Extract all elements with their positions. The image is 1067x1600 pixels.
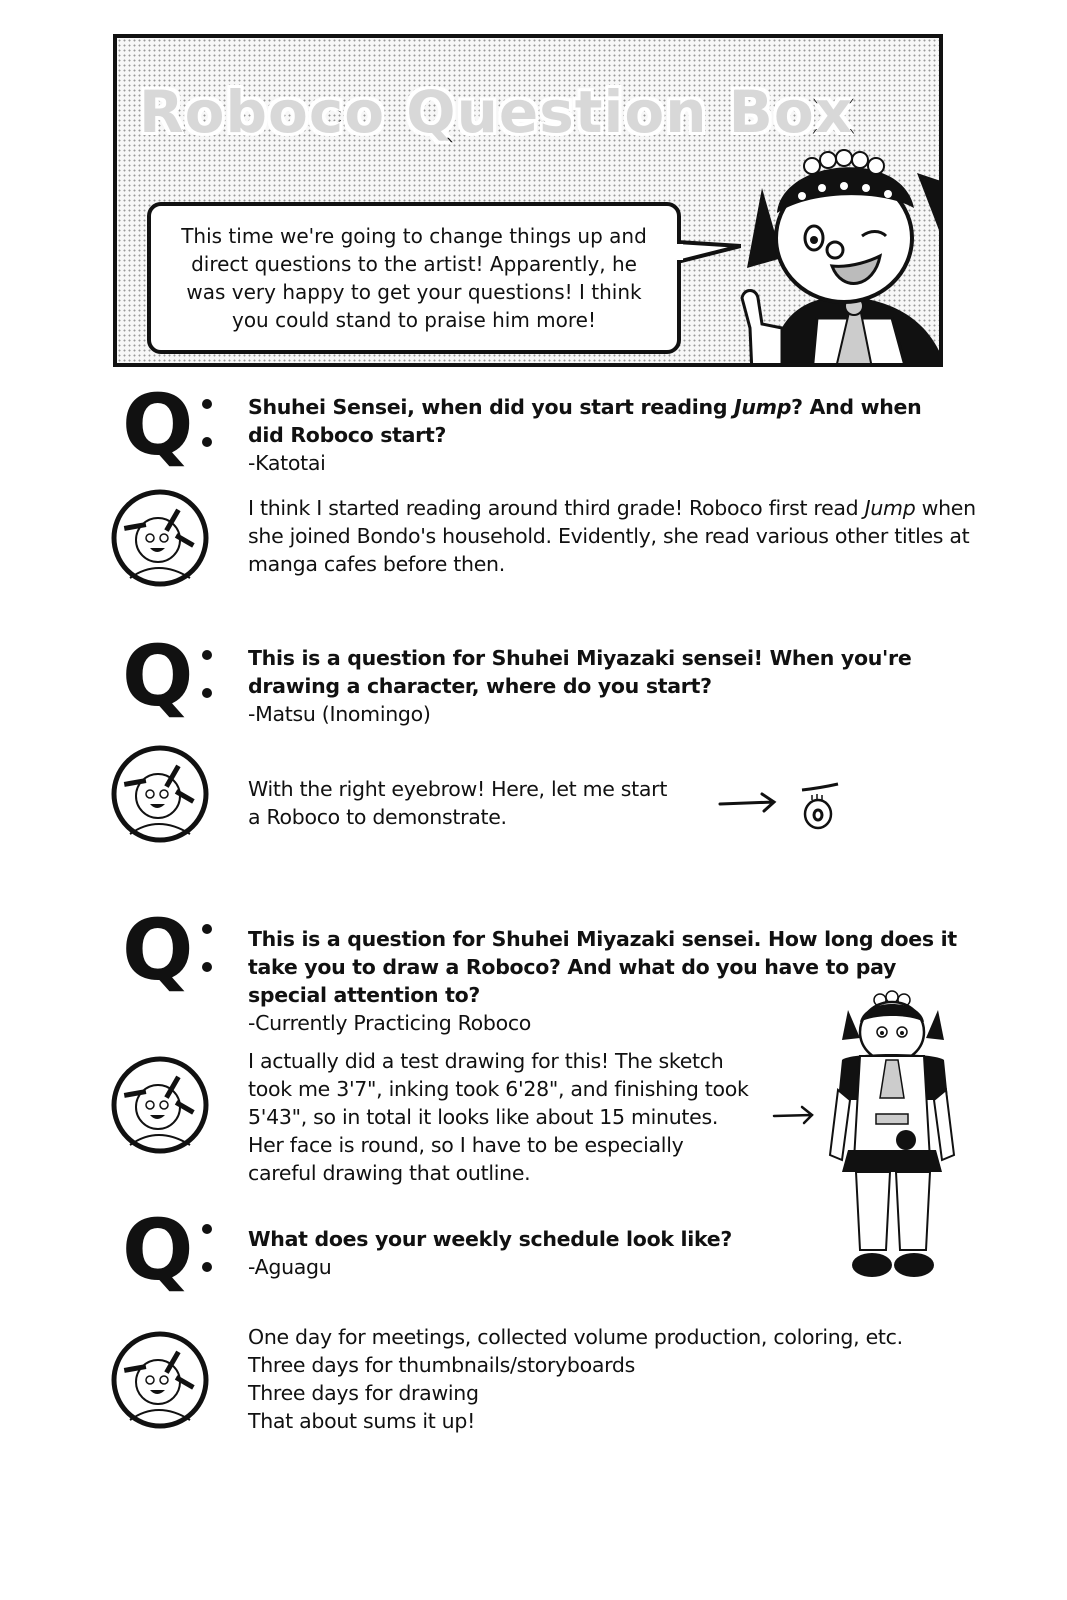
colon-dot-icon — [202, 399, 212, 409]
answer-1 — [248, 494, 988, 578]
eyebrow-eye-sketch-icon — [798, 782, 842, 832]
answer-4 — [248, 1323, 988, 1435]
question-author: -Aguagu — [248, 1255, 332, 1279]
answer-line: I actually did a test drawing for this! The sketch — [248, 1049, 724, 1073]
question-text: Shuhei Sensei, when did you start reading — [248, 395, 735, 419]
question-4 — [248, 1225, 808, 1281]
question-text: ? And when did Roboco start? — [248, 395, 922, 447]
question-letter: Q — [122, 627, 194, 725]
question-letter: Q — [122, 1201, 194, 1299]
colon-dot-icon — [202, 1224, 212, 1234]
question-author: -Currently Practicing Roboco — [248, 1011, 532, 1035]
artist-avatar-icon — [110, 744, 210, 844]
speech-bubble — [147, 202, 681, 354]
question-text: What does your weekly schedule look like? — [248, 1227, 732, 1251]
colon-dot-icon — [202, 924, 212, 934]
question-text: This is a question for Shuhei Miyazaki sensei. How long does it take you to draw a Roboco? And what do you have to pay special attention to? — [248, 927, 957, 1007]
colon-dot-icon — [202, 1262, 212, 1272]
question-letter: Q — [122, 901, 194, 999]
artist-avatar-icon — [110, 488, 210, 588]
question-icon — [122, 1201, 212, 1300]
question-italic-title: Jump — [734, 395, 792, 419]
answer-line: careful drawing that outline. — [248, 1161, 531, 1185]
colon-dot-icon — [202, 437, 212, 447]
answer-line: With the right eyebrow! Here, let me start — [248, 777, 668, 801]
answer-line: Three days for drawing — [248, 1381, 479, 1405]
answer-text: when she joined Bondo's household. Evidently, she read various other titles at manga cafes before then. — [248, 496, 976, 576]
answer-line: Three days for thumbnails/storyboards — [248, 1353, 635, 1377]
question-author: -Matsu (Inomingo) — [248, 702, 431, 726]
header-panel — [113, 34, 943, 367]
speech-bubble-text: This time we're going to change things up and direct questions to the artist! Apparently, he was very happy to get your questions! I think you could stand to praise him more! — [181, 224, 647, 332]
answer-line: One day for meetings, collected volume production, coloring, etc. — [248, 1325, 903, 1349]
colon-dot-icon — [202, 688, 212, 698]
arrow-right-icon — [772, 1104, 816, 1126]
question-letter: Q — [122, 376, 194, 474]
question-1 — [248, 393, 948, 477]
answer-line: took me 3'7", inking took 6'28", and finishing took — [248, 1077, 749, 1101]
answer-line: 5'43", so in total it looks like about 15 minutes. — [248, 1105, 719, 1129]
answer-italic-title: Jump — [864, 496, 916, 520]
roboco-winking-icon — [732, 128, 943, 367]
question-icon — [122, 627, 212, 726]
colon-dot-icon — [202, 962, 212, 972]
artist-avatar-icon — [110, 1330, 210, 1430]
artist-avatar-icon — [110, 1055, 210, 1155]
question-text: This is a question for Shuhei Miyazaki sensei! When you're drawing a character, where do you start? — [248, 646, 912, 698]
answer-line: Her face is round, so I have to be especially — [248, 1133, 684, 1157]
answer-line: a Roboco to demonstrate. — [248, 805, 507, 829]
question-author: -Katotai — [248, 451, 326, 475]
answer-2 — [248, 775, 708, 831]
page-title: Roboco Question Box — [139, 78, 854, 146]
question-icon — [122, 901, 212, 1000]
roboco-full-body-icon — [820, 990, 965, 1280]
arrow-right-icon — [718, 790, 778, 814]
question-2 — [248, 644, 978, 728]
question-icon — [122, 376, 212, 475]
answer-line: That about sums it up! — [248, 1409, 476, 1433]
answer-3 — [248, 1047, 778, 1187]
colon-dot-icon — [202, 650, 212, 660]
answer-text: I think I started reading around third grade! Roboco first read — [248, 496, 865, 520]
